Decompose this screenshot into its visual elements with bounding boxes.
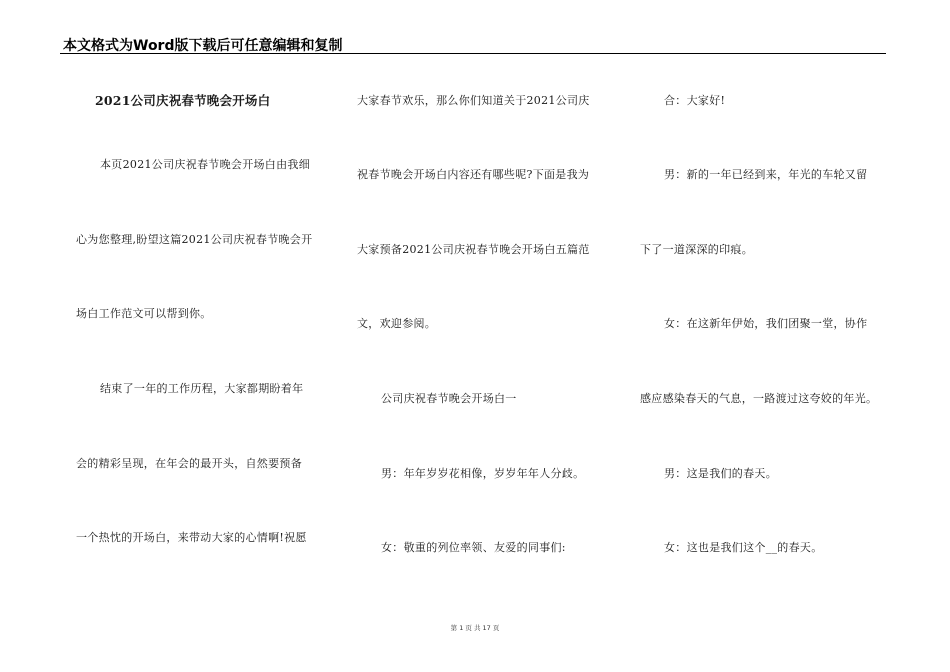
paragraph-line: 会的精彩呈现，在年会的最开头，自然要预备: [76, 457, 302, 470]
paragraph-line: 场白工作范文可以帮到你。: [76, 307, 212, 320]
dialogue-line: 下了一道深深的印痕。: [640, 243, 753, 256]
document-title: 2021公司庆祝春节晚会开场白: [95, 93, 271, 108]
section-heading: 公司庆祝春节晚会开场白一: [381, 392, 517, 405]
paragraph-line: 结束了一年的工作历程，大家都期盼着年: [100, 382, 304, 395]
dialogue-line: 感应感染春天的气息，一路渡过这夸姣的年光。: [640, 392, 878, 405]
paragraph-line: 一个热忱的开场白，来带动大家的心情啊!祝愿: [76, 531, 307, 544]
paragraph-line: 大家春节欢乐，那么你们知道关于2021公司庆: [357, 94, 590, 107]
page-number: 第 1 页 共 17 页: [450, 624, 500, 632]
paragraph-line: 文，欢迎参阅。: [357, 317, 437, 330]
document-header: 本文格式为Word版下载后可任意编辑和复制: [63, 38, 343, 54]
paragraph-line: 大家预备2021公司庆祝春节晚会开场白五篇范: [357, 243, 590, 256]
dialogue-line: 男：新的一年已经到来，年光的车轮又留: [664, 168, 868, 181]
dialogue-line: 男：年年岁岁花相像，岁岁年年人分歧。: [381, 467, 585, 480]
header-divider: [60, 53, 886, 54]
paragraph-line: 祝春节晚会开场白内容还有哪些呢?下面是我为: [357, 168, 590, 181]
paragraph-line: 心为您整理,盼望这篇2021公司庆祝春节晚会开: [76, 233, 313, 246]
dialogue-line: 合：大家好!: [664, 94, 726, 107]
paragraph-line: 本页2021公司庆祝春节晚会开场白由我细: [100, 158, 310, 171]
dialogue-line: 女：这也是我们这个__的春天。: [664, 541, 823, 554]
dialogue-line: 女：在这新年伊始，我们团聚一堂，协作: [664, 317, 868, 330]
dialogue-line: 男：这是我们的春天。: [664, 467, 777, 480]
dialogue-line: 女：敬重的列位率领、友爱的同事们:: [381, 541, 566, 554]
